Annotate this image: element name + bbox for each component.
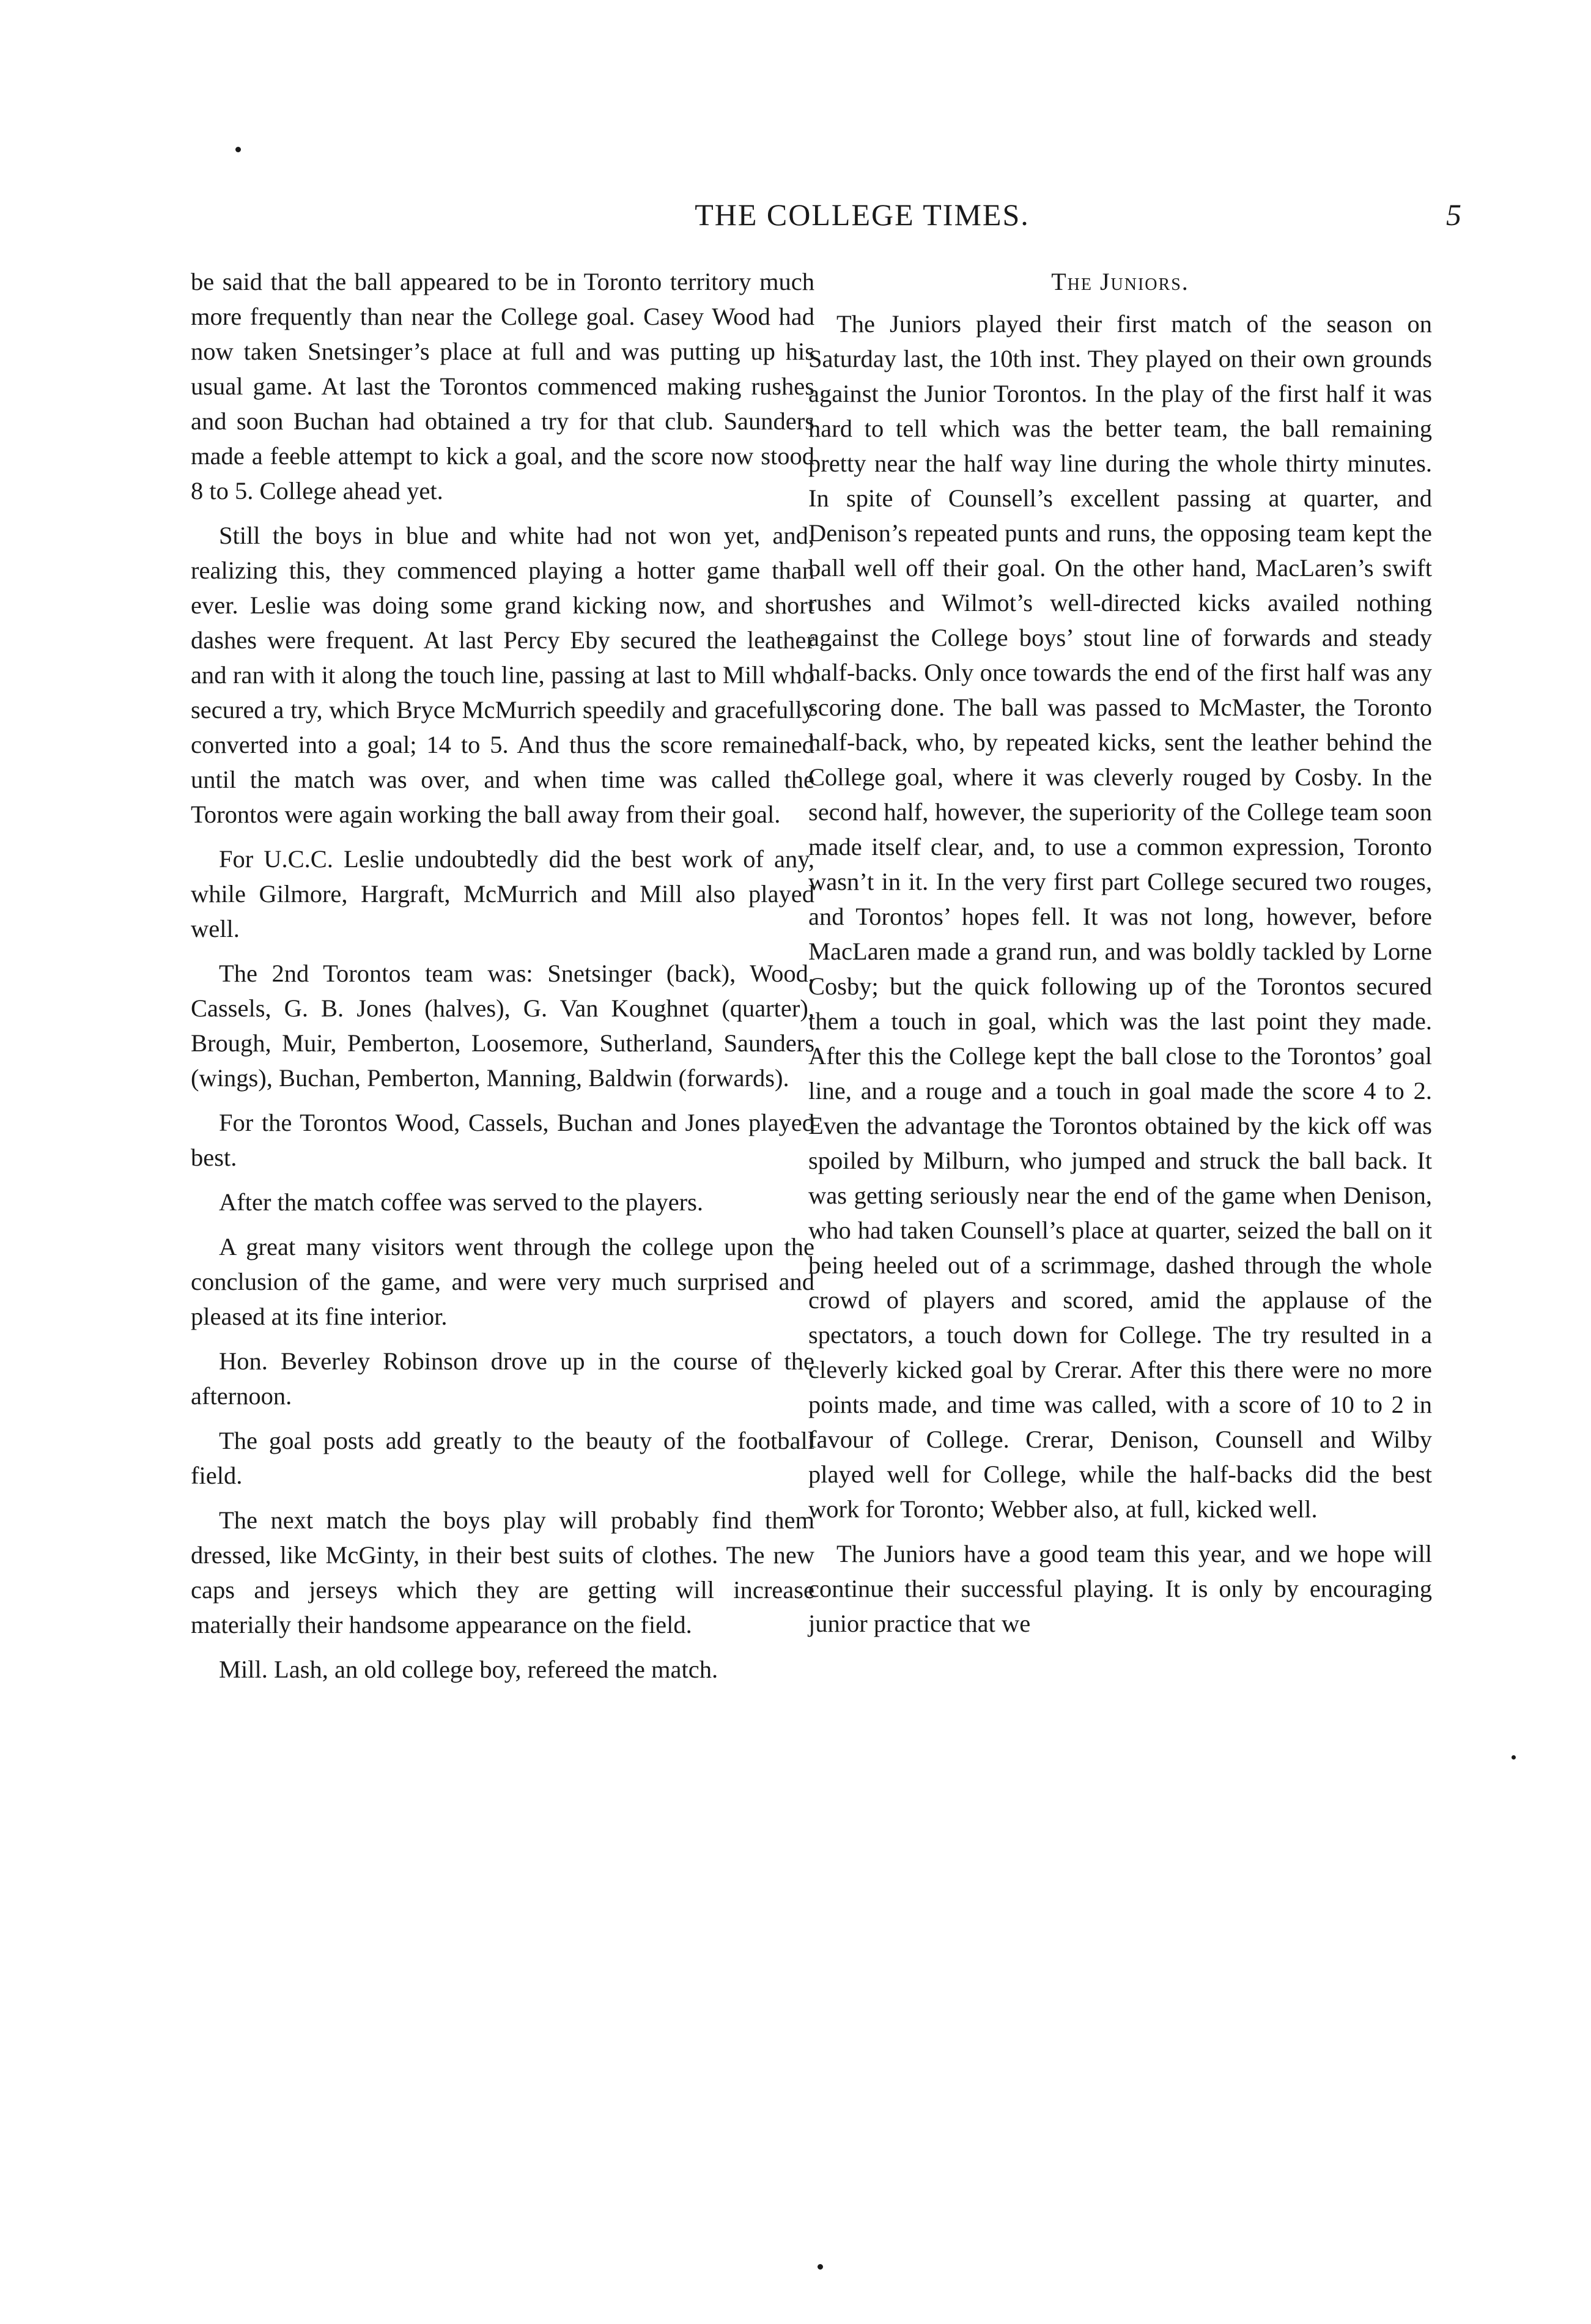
ink-speck-top — [235, 147, 241, 152]
article-paragraph: A great many visitors went through the college upon the conclusion of the game, and were very much surprised and pleased at its fine interior. — [191, 1233, 814, 1330]
right-column — [808, 264, 1432, 1641]
ink-speck-bottom — [818, 2264, 823, 2270]
article-paragraph: Still the boys in blue and white had not won yet, and, realizing this, they commenced playing a hotter game than ever. Leslie was doing some grand kicking now, and short dashes were frequent. At last Percy Eby secured the leather and ran with it along the touch line, passing at last to Mill who secured a try, which Bryce McMurrich speedily and gracefully converted into a goal; 14 to 5. And thus the score remained until the match was over, and when time was called the Torontos were again working the ball away from their goal. — [191, 522, 814, 828]
article-paragraph: Mill. Lash, an old college boy, refereed the match. — [219, 1656, 718, 1683]
article-paragraph: The Juniors have a good team this year, and we hope will continue their successful playing. It is only by encouraging junior practice that we — [808, 1540, 1432, 1637]
article-paragraph: For the Torontos Wood, Cassels, Buchan and Jones played best. — [191, 1109, 814, 1171]
running-title: THE COLLEGE TIMES. — [695, 198, 1030, 232]
page-number: 5 — [1446, 198, 1461, 232]
article-paragraph: After the match coffee was served to the players. — [219, 1188, 704, 1216]
section-heading: The Juniors. — [1051, 268, 1189, 295]
left-column — [191, 264, 814, 1687]
article-paragraph: The goal posts add greatly to the beauty of the football field. — [191, 1427, 814, 1489]
article-paragraph: The Juniors played their first match of the season on Saturday last, the 10th inst. They played on their own grounds against the Junior Torontos. In the play of the first half it was hard to tell which was the better team, the ball remaining pretty near the half way line during the whole thirty minutes. In spite of Counsell’s excellent passing at quarter, and Denison’s repeated punts and runs, the opposing team kept the ball well off their goal. On the other hand, MacLaren’s swift rushes and Wilmot’s well-directed kicks availed nothing against the College boys’ stout line of forwards and steady half-backs. Only once towards the end of the first half was any scoring done. The ball was passed to McMaster, the Toronto half-back, who, by repeated kicks, sent the leather behind the College goal, where it was cleverly rouged by Cosby. In the second half, however, the superiority of the College team soon made itself clear, and, to use a common expression, Toronto wasn’t in it. In the very first part College secured two rouges, and Torontos’ hopes fell. It was not long, however, before MacLaren made a grand run, and was boldly tackled by Lorne Cosby; but the quick following up of the Torontos secured them a touch in goal, which was the last point they made. After this the College kept the ball close to the Torontos’ goal line, and a rouge and a touch in goal made the score 4 to 2. Even the advantage the Torontos obtained by the kick off was spoiled by Milburn, who jumped and struck the ball back. It was getting seriously near the end of the game when Denison, who had taken Counsell’s place at quarter, seized the ball on it being heeled out of a scrimmage, dashed through the whole crowd of players and scored, amid the applause of the spectators, a touch down for College. The try resulted in a cleverly kicked goal by Crerar. After this there were no more points made, and time was called, with a score of 10 to 2 in favour of College. Crerar, Denison, Counsell and Wilby played well for College, while the half-backs did the best work for Toronto; Webber also, at full, kicked well. — [808, 310, 1432, 1523]
article-paragraph: The next match the boys play will probably find them dressed, like McGinty, in their best suits of clothes. The new caps and jerseys which they are getting will increase materially their handsome appearance on the field. — [191, 1506, 814, 1638]
article-paragraph: Hon. Beverley Robinson drove up in the course of the afternoon. — [191, 1347, 814, 1410]
article-paragraph: For U.C.C. Leslie undoubtedly did the best work of any, while Gilmore, Hargraft, McMurrich and Mill also played well. — [191, 845, 814, 942]
article-paragraph: be said that the ball appeared to be in Toronto territory much more frequently than near the College goal. Casey Wood had now taken Snetsinger’s place at full and was putting up his usual game. At last the Torontos commenced making rushes and soon Buchan had obtained a try for that club. Saunders made a feeble attempt to kick a goal, and the score now stood 8 to 5. College ahead yet. — [191, 268, 814, 505]
ink-speck-right — [1512, 1755, 1516, 1760]
running-head — [263, 197, 1461, 234]
article-paragraph: The 2nd Torontos team was: Snetsinger (back), Wood, Cassels, G. B. Jones (halves), G. Van Koughnet (quarter), Brough, Muir, Pemberton, Loosemore, Sutherland, Saunders (wings), Buchan, Pemberton, Manning, Baldwin (forwards). — [191, 960, 814, 1092]
